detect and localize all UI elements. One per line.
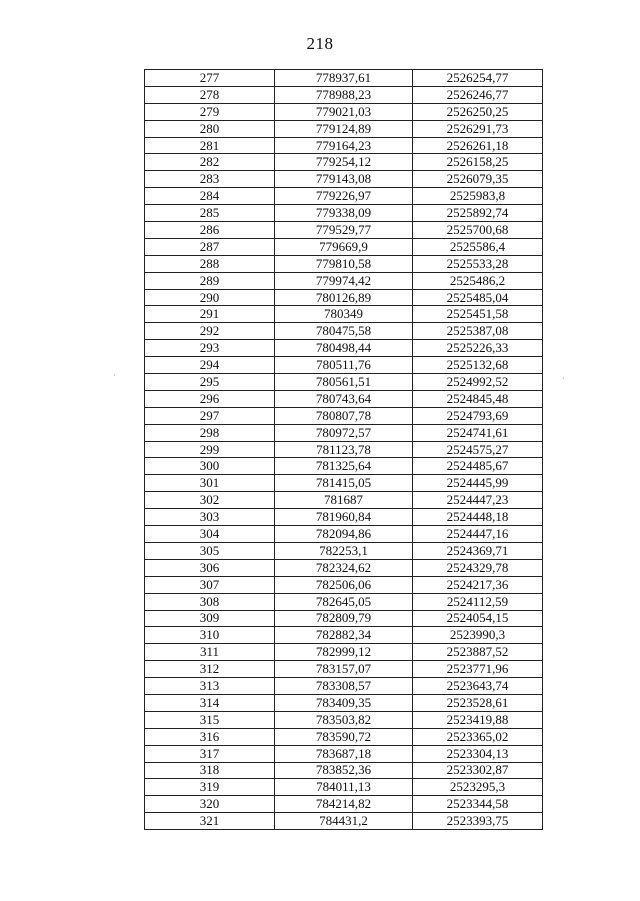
x-coordinate-cell: 780126,89 — [275, 289, 413, 306]
y-coordinate-cell: 2526158,25 — [413, 154, 543, 171]
table-row — [145, 661, 543, 678]
y-coordinate-cell: 2525387,08 — [413, 323, 543, 340]
y-coordinate-cell: 2523528,61 — [413, 694, 543, 711]
table-row — [145, 593, 543, 610]
x-coordinate-cell: 780511,76 — [275, 357, 413, 374]
y-coordinate-cell: 2525486,2 — [413, 272, 543, 289]
y-coordinate-cell: 2525451,58 — [413, 306, 543, 323]
y-coordinate-cell: 2523365,02 — [413, 728, 543, 745]
table-row — [145, 188, 543, 205]
table-row — [145, 424, 543, 441]
table-row — [145, 796, 543, 813]
point-number-cell: 315 — [145, 711, 275, 728]
x-coordinate-cell: 784431,2 — [275, 813, 413, 830]
y-coordinate-cell: 2524575,27 — [413, 441, 543, 458]
y-coordinate-cell: 2524369,71 — [413, 542, 543, 559]
point-number-cell: 299 — [145, 441, 275, 458]
x-coordinate-cell: 783308,57 — [275, 678, 413, 695]
table-row — [145, 694, 543, 711]
y-coordinate-cell: 2525132,68 — [413, 357, 543, 374]
x-coordinate-cell: 782506,06 — [275, 576, 413, 593]
table-row — [145, 728, 543, 745]
y-coordinate-cell: 2524793,69 — [413, 407, 543, 424]
point-number-cell: 279 — [145, 103, 275, 120]
x-coordinate-cell: 779810,58 — [275, 255, 413, 272]
coordinates-table — [144, 69, 543, 830]
table-row — [145, 610, 543, 627]
x-coordinate-cell: 782324,62 — [275, 559, 413, 576]
table-row — [145, 542, 543, 559]
table-row — [145, 492, 543, 509]
x-coordinate-cell: 780561,51 — [275, 374, 413, 391]
y-coordinate-cell: 2525533,28 — [413, 255, 543, 272]
y-coordinate-cell: 2525983,8 — [413, 188, 543, 205]
x-coordinate-cell: 779669,9 — [275, 238, 413, 255]
point-number-cell: 305 — [145, 542, 275, 559]
x-coordinate-cell: 783687,18 — [275, 745, 413, 762]
point-number-cell: 309 — [145, 610, 275, 627]
x-coordinate-cell: 780972,57 — [275, 424, 413, 441]
point-number-cell: 296 — [145, 390, 275, 407]
x-coordinate-cell: 781415,05 — [275, 475, 413, 492]
table-row — [145, 711, 543, 728]
table-row — [145, 357, 543, 374]
x-coordinate-cell: 778988,23 — [275, 86, 413, 103]
point-number-cell: 277 — [145, 70, 275, 87]
x-coordinate-cell: 780475,58 — [275, 323, 413, 340]
point-number-cell: 308 — [145, 593, 275, 610]
y-coordinate-cell: 2523771,96 — [413, 661, 543, 678]
y-coordinate-cell: 2525586,4 — [413, 238, 543, 255]
table-row — [145, 576, 543, 593]
y-coordinate-cell: 2524741,61 — [413, 424, 543, 441]
x-coordinate-cell: 782094,86 — [275, 526, 413, 543]
point-number-cell: 295 — [145, 374, 275, 391]
table-row — [145, 475, 543, 492]
x-coordinate-cell: 780743,64 — [275, 390, 413, 407]
point-number-cell: 306 — [145, 559, 275, 576]
y-coordinate-cell: 2523344,58 — [413, 796, 543, 813]
y-coordinate-cell: 2525700,68 — [413, 222, 543, 239]
x-coordinate-cell: 779338,09 — [275, 205, 413, 222]
table-row — [145, 559, 543, 576]
table-row — [145, 644, 543, 661]
x-coordinate-cell: 781325,64 — [275, 458, 413, 475]
point-number-cell: 294 — [145, 357, 275, 374]
point-number-cell: 286 — [145, 222, 275, 239]
x-coordinate-cell: 784011,13 — [275, 779, 413, 796]
point-number-cell: 283 — [145, 171, 275, 188]
x-coordinate-cell: 779254,12 — [275, 154, 413, 171]
y-coordinate-cell: 2525485,04 — [413, 289, 543, 306]
y-coordinate-cell: 2525226,33 — [413, 340, 543, 357]
y-coordinate-cell: 2524845,48 — [413, 390, 543, 407]
table-row — [145, 238, 543, 255]
point-number-cell: 320 — [145, 796, 275, 813]
x-coordinate-cell: 780498,44 — [275, 340, 413, 357]
point-number-cell: 285 — [145, 205, 275, 222]
point-number-cell: 282 — [145, 154, 275, 171]
y-coordinate-cell: 2524447,16 — [413, 526, 543, 543]
y-coordinate-cell: 2524485,67 — [413, 458, 543, 475]
table-row — [145, 441, 543, 458]
x-coordinate-cell: 779164,23 — [275, 137, 413, 154]
table-row — [145, 745, 543, 762]
point-number-cell: 284 — [145, 188, 275, 205]
point-number-cell: 311 — [145, 644, 275, 661]
table-row — [145, 289, 543, 306]
table-row — [145, 137, 543, 154]
y-coordinate-cell: 2525892,74 — [413, 205, 543, 222]
table-row — [145, 526, 543, 543]
y-coordinate-cell: 2524112,59 — [413, 593, 543, 610]
table-row — [145, 154, 543, 171]
table-row — [145, 813, 543, 830]
table-row — [145, 103, 543, 120]
x-coordinate-cell: 783852,36 — [275, 762, 413, 779]
point-number-cell: 318 — [145, 762, 275, 779]
x-coordinate-cell: 782645,05 — [275, 593, 413, 610]
point-number-cell: 302 — [145, 492, 275, 509]
y-coordinate-cell: 2523295,3 — [413, 779, 543, 796]
y-coordinate-cell: 2526250,25 — [413, 103, 543, 120]
x-coordinate-cell: 783503,82 — [275, 711, 413, 728]
table-row — [145, 390, 543, 407]
point-number-cell: 280 — [145, 120, 275, 137]
x-coordinate-cell: 782882,34 — [275, 627, 413, 644]
point-number-cell: 303 — [145, 509, 275, 526]
y-coordinate-cell: 2526246,77 — [413, 86, 543, 103]
point-number-cell: 317 — [145, 745, 275, 762]
point-number-cell: 316 — [145, 728, 275, 745]
x-coordinate-cell: 783590,72 — [275, 728, 413, 745]
table-row — [145, 374, 543, 391]
table-row — [145, 323, 543, 340]
point-number-cell: 304 — [145, 526, 275, 543]
y-coordinate-cell: 2524054,15 — [413, 610, 543, 627]
point-number-cell: 278 — [145, 86, 275, 103]
x-coordinate-cell: 783157,07 — [275, 661, 413, 678]
x-coordinate-cell: 780807,78 — [275, 407, 413, 424]
table-row — [145, 407, 543, 424]
y-coordinate-cell: 2523393,75 — [413, 813, 543, 830]
x-coordinate-cell: 781687 — [275, 492, 413, 509]
table-row — [145, 678, 543, 695]
x-coordinate-cell: 779124,89 — [275, 120, 413, 137]
x-coordinate-cell: 778937,61 — [275, 70, 413, 87]
scan-speck: · — [562, 374, 565, 383]
page-number: 218 — [306, 34, 334, 53]
y-coordinate-cell: 2526079,35 — [413, 171, 543, 188]
scan-speck: · — [113, 371, 116, 380]
table-row — [145, 70, 543, 87]
table-row — [145, 171, 543, 188]
table-row — [145, 272, 543, 289]
table-row — [145, 762, 543, 779]
y-coordinate-cell: 2523887,52 — [413, 644, 543, 661]
y-coordinate-cell: 2524329,78 — [413, 559, 543, 576]
point-number-cell: 281 — [145, 137, 275, 154]
x-coordinate-cell: 779529,77 — [275, 222, 413, 239]
point-number-cell: 307 — [145, 576, 275, 593]
x-coordinate-cell: 782809,79 — [275, 610, 413, 627]
point-number-cell: 298 — [145, 424, 275, 441]
point-number-cell: 300 — [145, 458, 275, 475]
point-number-cell: 290 — [145, 289, 275, 306]
y-coordinate-cell: 2526261,18 — [413, 137, 543, 154]
x-coordinate-cell: 782253,1 — [275, 542, 413, 559]
table-row — [145, 255, 543, 272]
point-number-cell: 313 — [145, 678, 275, 695]
table-row — [145, 627, 543, 644]
x-coordinate-cell: 780349 — [275, 306, 413, 323]
table-row — [145, 306, 543, 323]
y-coordinate-cell: 2523419,88 — [413, 711, 543, 728]
y-coordinate-cell: 2523302,87 — [413, 762, 543, 779]
x-coordinate-cell: 782999,12 — [275, 644, 413, 661]
y-coordinate-cell: 2523990,3 — [413, 627, 543, 644]
y-coordinate-cell: 2524445,99 — [413, 475, 543, 492]
y-coordinate-cell: 2524992,52 — [413, 374, 543, 391]
point-number-cell: 319 — [145, 779, 275, 796]
x-coordinate-cell: 779226,97 — [275, 188, 413, 205]
x-coordinate-cell: 783409,35 — [275, 694, 413, 711]
table-row — [145, 205, 543, 222]
point-number-cell: 291 — [145, 306, 275, 323]
y-coordinate-cell: 2524448,18 — [413, 509, 543, 526]
point-number-cell: 314 — [145, 694, 275, 711]
point-number-cell: 293 — [145, 340, 275, 357]
coordinates-table-body — [145, 70, 543, 830]
point-number-cell: 292 — [145, 323, 275, 340]
x-coordinate-cell: 779021,03 — [275, 103, 413, 120]
x-coordinate-cell: 779143,08 — [275, 171, 413, 188]
table-row — [145, 509, 543, 526]
point-number-cell: 312 — [145, 661, 275, 678]
point-number-cell: 321 — [145, 813, 275, 830]
point-number-cell: 310 — [145, 627, 275, 644]
point-number-cell: 301 — [145, 475, 275, 492]
point-number-cell: 297 — [145, 407, 275, 424]
point-number-cell: 287 — [145, 238, 275, 255]
y-coordinate-cell: 2526254,77 — [413, 70, 543, 87]
table-row — [145, 120, 543, 137]
y-coordinate-cell: 2523304,13 — [413, 745, 543, 762]
y-coordinate-cell: 2526291,73 — [413, 120, 543, 137]
x-coordinate-cell: 784214,82 — [275, 796, 413, 813]
y-coordinate-cell: 2524217,36 — [413, 576, 543, 593]
x-coordinate-cell: 781960,84 — [275, 509, 413, 526]
table-row — [145, 779, 543, 796]
point-number-cell: 289 — [145, 272, 275, 289]
y-coordinate-cell: 2523643,74 — [413, 678, 543, 695]
point-number-cell: 288 — [145, 255, 275, 272]
table-row — [145, 86, 543, 103]
x-coordinate-cell: 781123,78 — [275, 441, 413, 458]
table-row — [145, 458, 543, 475]
table-row — [145, 222, 543, 239]
x-coordinate-cell: 779974,42 — [275, 272, 413, 289]
y-coordinate-cell: 2524447,23 — [413, 492, 543, 509]
table-row — [145, 340, 543, 357]
